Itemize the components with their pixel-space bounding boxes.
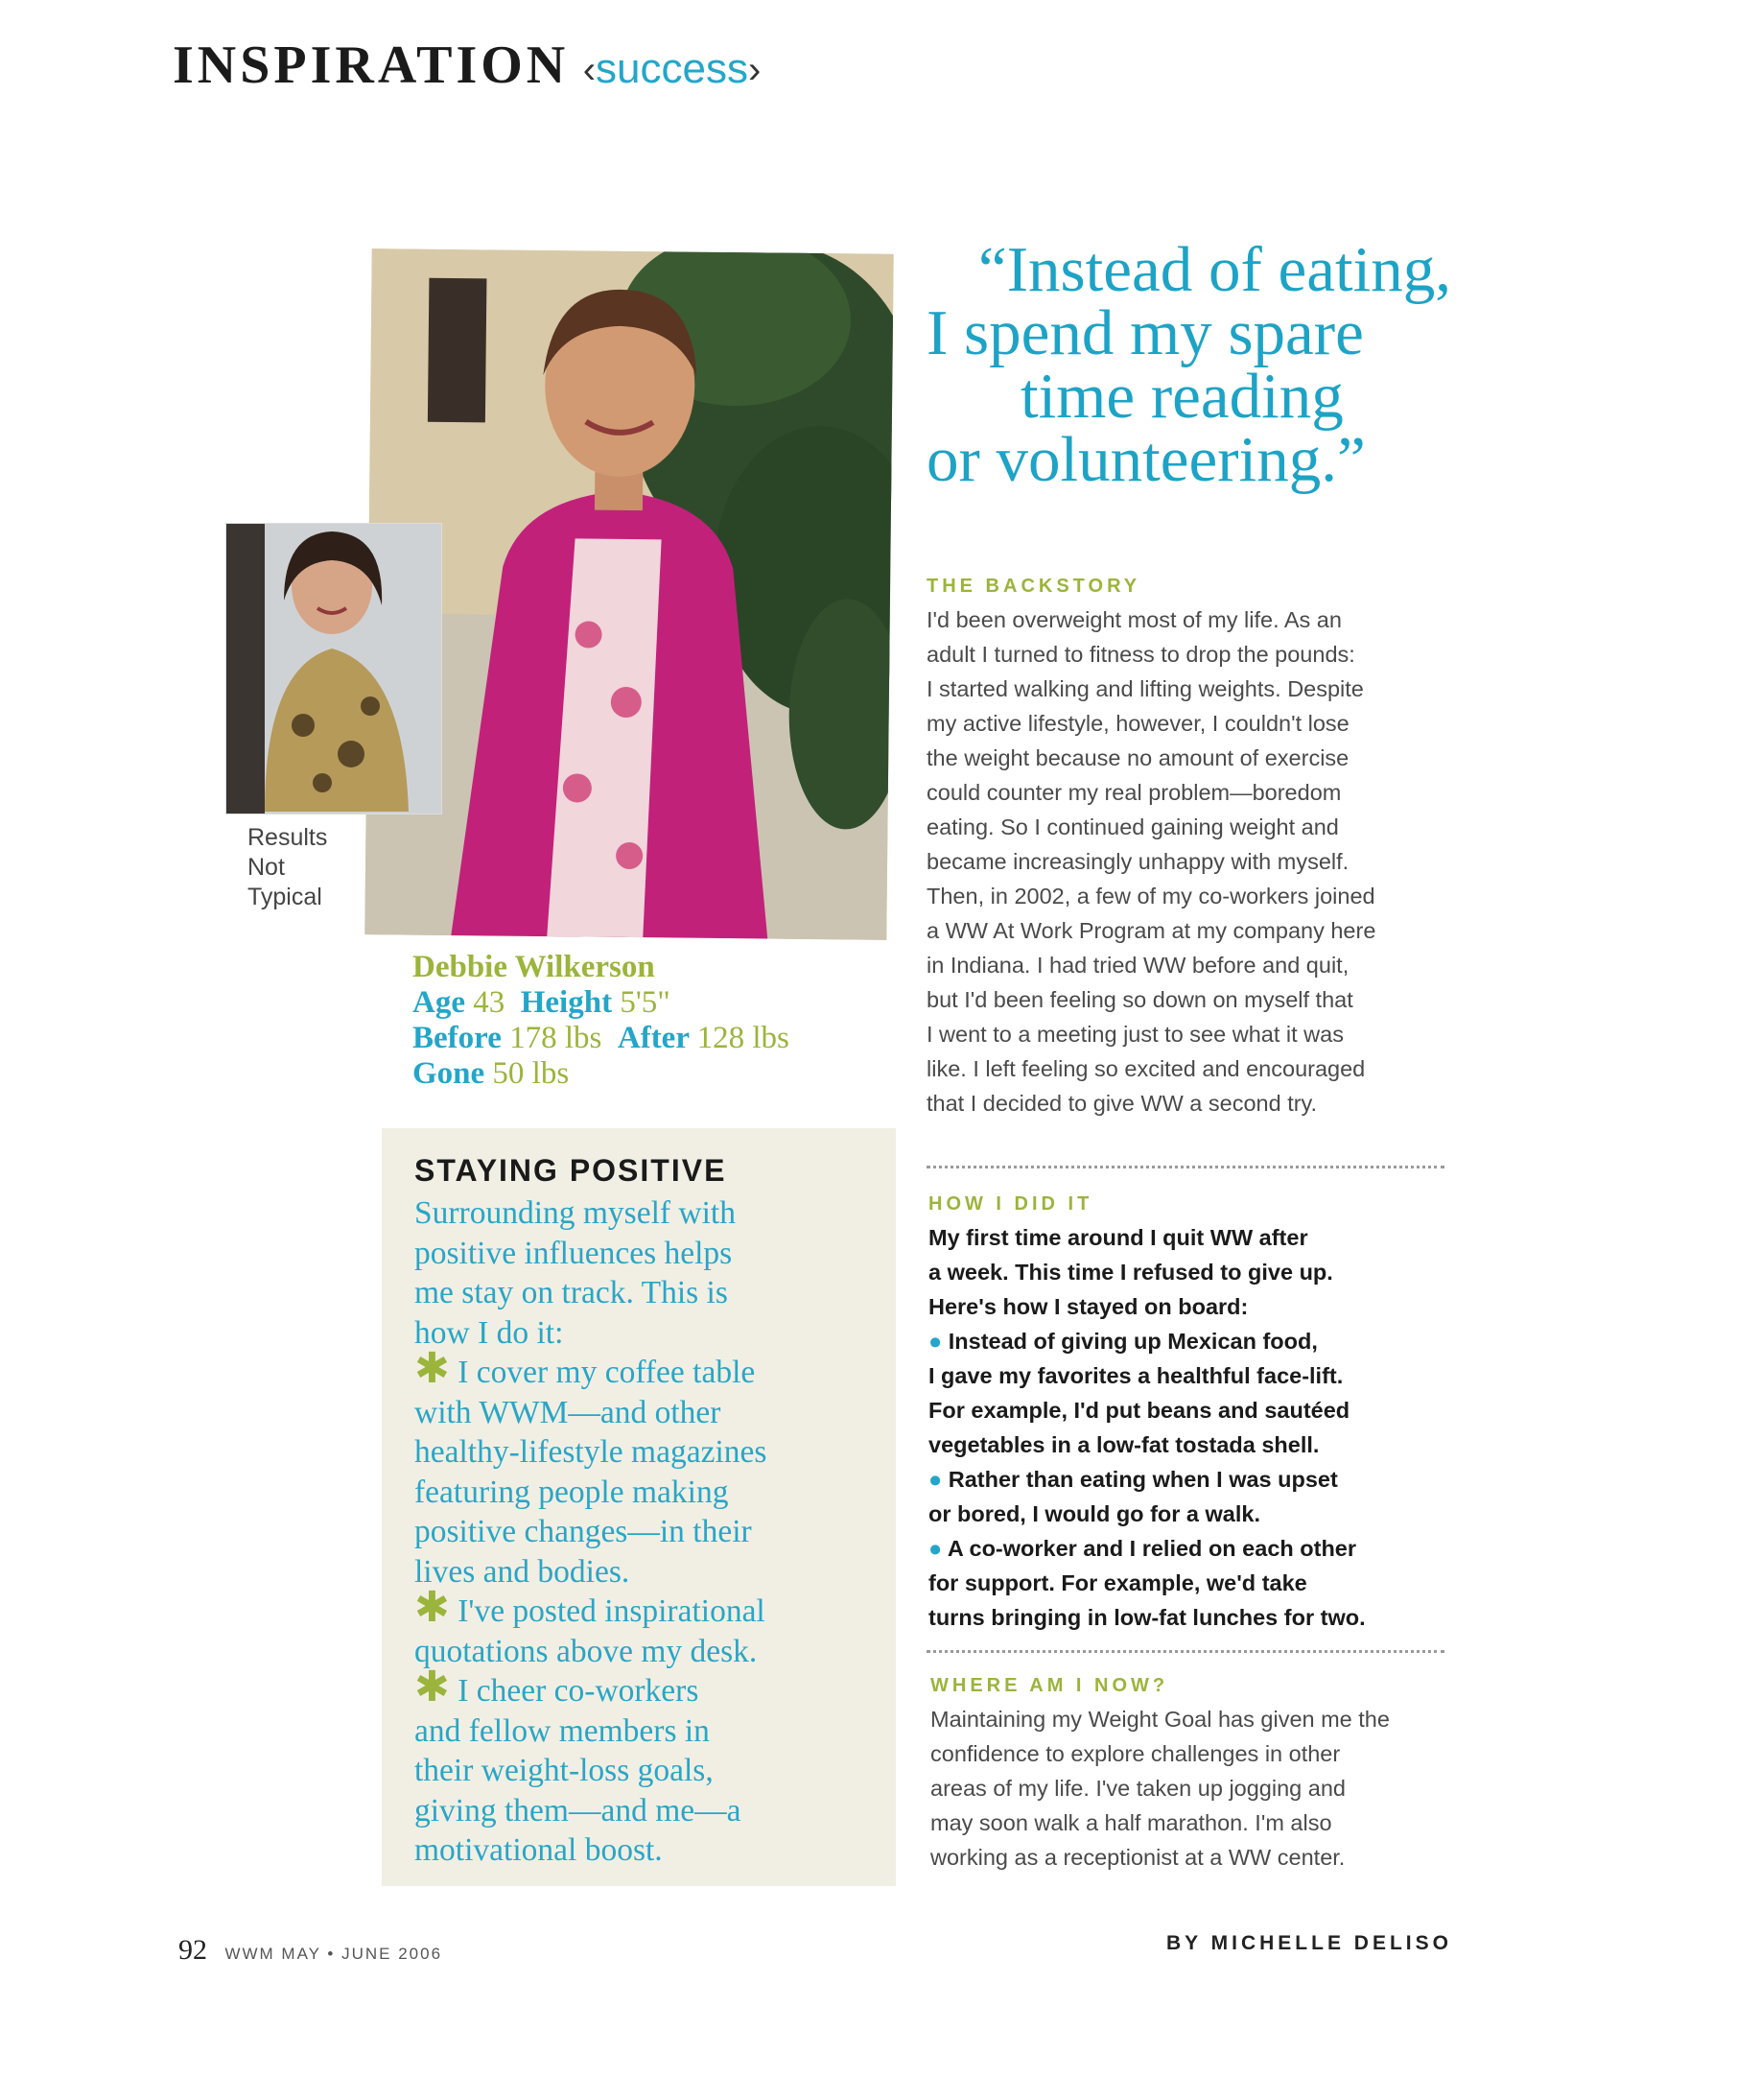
backstory-body: I'd been overweight most of my life. As an adult I turned to fitness to drop the pounds: I started walking and lifting weights. Despite my active lifestyle, however, I couldn't lose the weight because no amount of exercise could counter my real problem—boredom eating. So I continued gaining weight and became increasingly unhappy with myself. Then, in 2002, a few of my co-workers joined a WW At Work Program at my company here in Indiana. I had tried WW before and quit, but I'd been feeling so down on myself that I went to a meeting just to see what it was like. I left feeling so excited and encouraged that I decided to give WW a second try. — [927, 607, 1376, 1116]
page-number: 92 — [178, 1934, 207, 1966]
section-subtitle: ‹success› — [582, 45, 762, 92]
where-body: Maintaining my Weight Goal has given me the confidence to explore challenges in other areas of my life. I've taken up jogging and may soon walk a half marathon. I'm also working as a receptionist at a WW center. — [930, 1707, 1390, 1870]
pull-quote: “Instead of eating, I spend my spare time reading or volunteering.” — [927, 234, 1451, 495]
bullet-icon: ● — [928, 1329, 943, 1354]
divider — [927, 1650, 1444, 1653]
star-icon: ✱ — [414, 1583, 450, 1632]
staying-positive-sidebar — [382, 1128, 896, 1886]
profile-caption: Debbie Wilkerson Age 43 Height 5'5" Before 178 lbs After 128 lbs Gone 50 lbs — [412, 950, 789, 1091]
profile-name: Debbie Wilkerson — [412, 950, 655, 984]
backstory-heading: THE BACKSTORY — [927, 576, 1141, 597]
bullet-icon: ● — [928, 1467, 943, 1492]
star-icon: ✱ — [414, 1663, 450, 1711]
sidebar-body: Surrounding myself with positive influences helps me stay on track. This is how I do it: ✱ I cover my coffee table with WWM—and other healthy-lifestyle magazines featuring people making positive changes—in their lives and bodies. ✱ I've posted inspirational quotations above my desk. ✱ I cheer co-workers and fellow members in their weight-loss goals, giving them—and me—a motivational boost. — [414, 1195, 767, 1868]
star-icon: ✱ — [414, 1344, 450, 1393]
section-header — [173, 35, 761, 96]
section-title: INSPIRATION — [173, 35, 570, 95]
divider — [927, 1166, 1444, 1168]
bullet-icon: ● — [928, 1536, 943, 1561]
issue-label: WWM MAY • JUNE 2006 — [224, 1945, 443, 1963]
before-photo-illustration — [226, 524, 441, 814]
results-disclaimer: Results Not Typical — [247, 824, 328, 910]
after-photo-illustration — [364, 248, 893, 940]
after-photo — [364, 248, 893, 940]
byline: BY MICHELLE DELISO — [1166, 1932, 1452, 1954]
before-photo — [226, 524, 441, 814]
how-body: My first time around I quit WW after a week. This time I refused to give up. Here's how I stayed on board: ● Instead of giving up Mexican food, I gave my favorites a healthful face-lift. For example, I'd put beans and sautéed vegetables in a low-fat tostada shell. ● Rather than eating when I was upset or bored, I would go for a walk. ● A co-worker and I relied on each other for support. For example, we'd take turns bringing in low-fat lunches for two. — [928, 1225, 1366, 1630]
sidebar-heading: STAYING POSITIVE — [414, 1153, 727, 1188]
how-heading: HOW I DID IT — [928, 1193, 1093, 1215]
where-heading: WHERE AM I NOW? — [930, 1675, 1169, 1696]
page-footer — [178, 1934, 442, 1967]
